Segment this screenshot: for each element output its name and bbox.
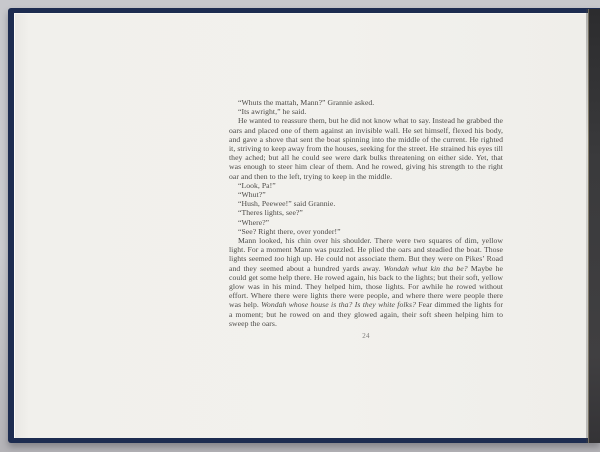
paragraph <box>229 98 503 107</box>
paragraph <box>229 208 503 217</box>
paragraph <box>229 107 503 116</box>
text-run: He wanted to reassure them, but he did not know what to say. Instead he grabbed the oars and placed one of them against an invisible wall. He set himself, flexed his body, and gave a shove that sent the boat spinning into the middle of the current. He righted it, striving to keep away from the houses, seeking for the street. He strained his eyes till they ached; but all he could see were dark bulks threatening on either side. Yet, that was enough to steer him clear of them. And he rowed, giving his strength to the right oar and then to the left, trying to keep in the middle. <box>229 116 503 181</box>
italic-text-run: too <box>274 254 285 264</box>
text-run: “Whut?” <box>238 190 266 200</box>
text-run: “Its awright,” he said. <box>238 107 307 117</box>
text-run: “Theres lights, see?” <box>238 208 303 218</box>
text-run: “Where?” <box>238 217 270 227</box>
text-run: Mann looked, his chin over his shoulder. There were two squares of dim, yellow light. For a moment Mann was puzzled. He plied the oars and steadied the boat. Those lights seemed <box>229 236 503 264</box>
text-run: “Look, Pa!” <box>238 180 276 190</box>
paragraph <box>229 236 503 328</box>
text-run: Maybe he could get some help there. He rowed again, his back to the lights; but their soft, yellow glow was in his mind. They helped him, those lights. For awhile he rowed without effort. Where there were lights there were people, and where there were people there was help. <box>229 263 503 310</box>
italic-text-run: Wondah whut kin tha be? <box>383 263 468 273</box>
paragraph <box>229 116 503 180</box>
text-run: Fear dimmed the lights for a moment; but he rowed on and they glowed again, their soft sheen helping him to sweep the oars. <box>229 300 503 328</box>
book-fore-edge <box>588 9 600 443</box>
text-run: “Hush, Peewee!” said Grannie. <box>238 199 336 209</box>
paragraph <box>229 199 503 208</box>
page-text-block <box>229 98 503 328</box>
text-run: high up. He could not associate them. But they were on Pikes’ Road and they seemed about a hundred yards away. <box>229 254 504 273</box>
paragraph <box>229 218 503 227</box>
page-number: 24 <box>362 332 370 340</box>
text-run: “Whuts the mattah, Mann?” Grannie asked. <box>238 98 375 107</box>
paragraph <box>229 227 503 236</box>
text-run: “See? Right there, over yonder!” <box>238 226 341 236</box>
italic-text-run: Wondah whose house is tha? Is they white folks? <box>261 300 416 310</box>
book-page <box>14 13 589 438</box>
paragraph <box>229 181 503 190</box>
paragraph <box>229 190 503 199</box>
